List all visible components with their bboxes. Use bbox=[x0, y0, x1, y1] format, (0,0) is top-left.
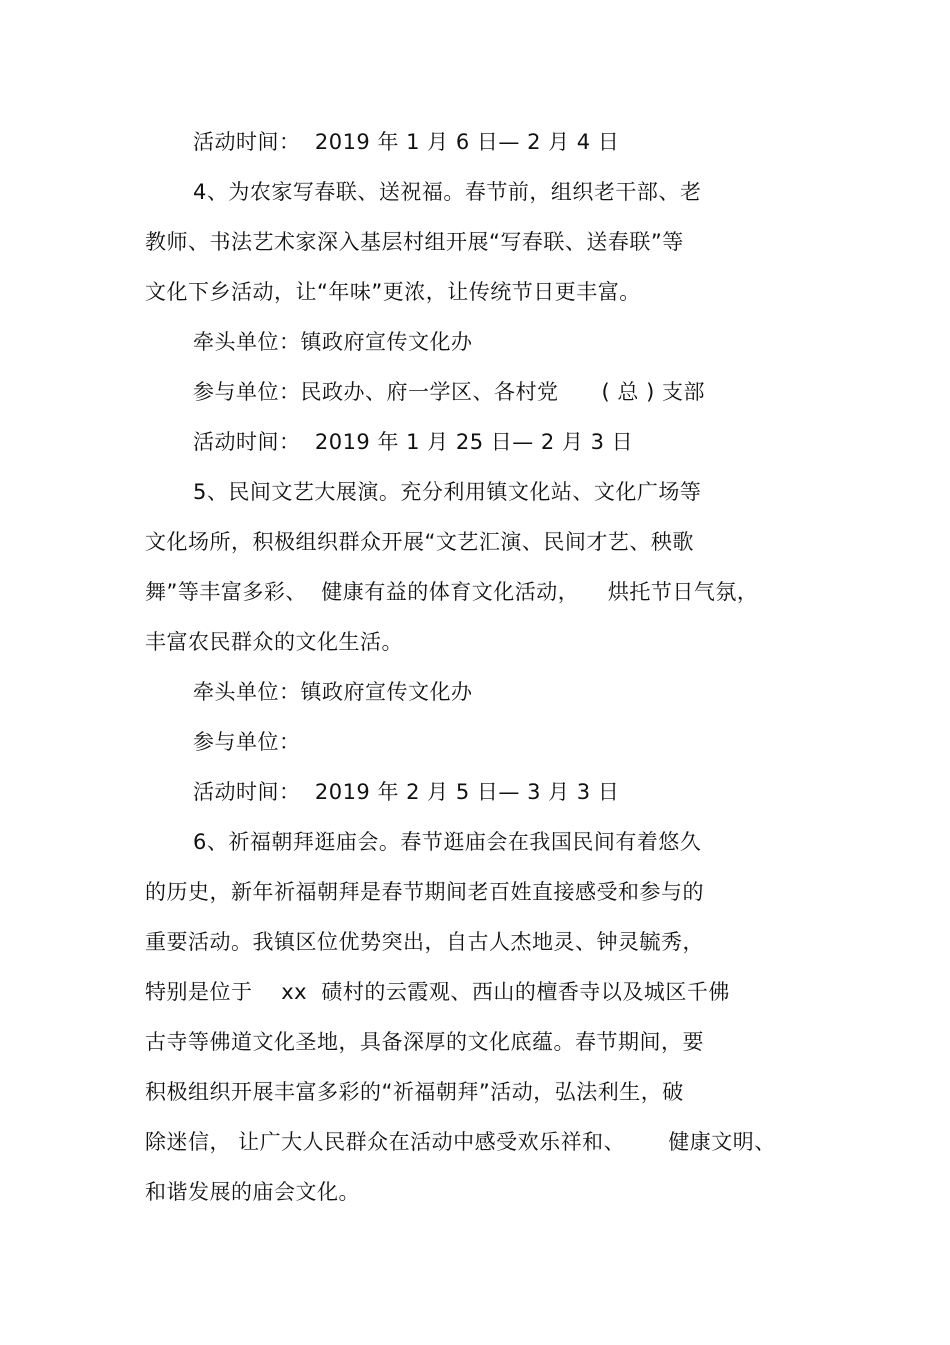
text-line-item-4-body-1: 教师、书法艺术家深入基层村组开展“写春联、送春联”等 bbox=[145, 230, 684, 254]
text-line-activity-time-2: 活动时间： 2019 年 1 月 25 日— 2 月 3 日 bbox=[193, 430, 634, 454]
text-line-item-5-heading: 5、民间文艺大展演。充分利用镇文化站、文化广场等 bbox=[193, 480, 702, 504]
text-line-participant-unit-1: 参与单位：民政办、府一学区、各村党 ( 总 ) 支部 bbox=[193, 380, 705, 404]
text-line-item-6-body-5: 积极组织开展丰富多彩的“祈福朝拜”活动，弘法利生，破 bbox=[145, 1080, 684, 1104]
text-line-participant-unit-2: 参与单位： bbox=[193, 730, 301, 754]
text-line-item-4-body-2: 文化下乡活动，让“年味”更浓，让传统节日更丰富。 bbox=[145, 280, 641, 304]
text-line-item-6-body-7: 和谐发展的庙会文化。 bbox=[145, 1180, 360, 1204]
text-line-lead-unit-1: 牵头单位：镇政府宣传文化办 bbox=[193, 330, 473, 354]
text-line-lead-unit-2: 牵头单位：镇政府宣传文化办 bbox=[193, 680, 473, 704]
text-line-item-5-body-3: 丰富农民群众的文化生活。 bbox=[145, 630, 403, 654]
text-line-item-5-body-2: 舞”等丰富多彩、 健康有益的体育文化活动， 烘托节日气氛， bbox=[145, 580, 759, 604]
text-line-item-6-body-4: 古寺等佛道文化圣地，具备深厚的文化底蕴。春节期间，要 bbox=[145, 1030, 704, 1054]
text-line-item-6-heading: 6、祈福朝拜逛庙会。春节逛庙会在我国民间有着悠久 bbox=[193, 830, 702, 854]
text-line-activity-time-3: 活动时间： 2019 年 2 月 5 日— 3 月 3 日 bbox=[193, 780, 620, 804]
text-line-activity-time-1: 活动时间： 2019 年 1 月 6 日— 2 月 4 日 bbox=[193, 130, 620, 154]
text-line-item-6-body-3: 特别是位于 xx 碛村的云霞观、西山的檀香寺以及城区千佛 bbox=[145, 980, 730, 1004]
text-line-item-6-body-6: 除迷信， 让广大人民群众在活动中感受欢乐祥和、 健康文明、 bbox=[145, 1130, 776, 1154]
text-line-item-6-body-2: 重要活动。我镇区位优势突出，自古人杰地灵、钟灵毓秀， bbox=[145, 930, 704, 954]
text-line-item-6-body-1: 的历史，新年祈福朝拜是春节期间老百姓直接感受和参与的 bbox=[145, 880, 704, 904]
text-line-item-4-heading: 4、为农家写春联、送祝福。春节前，组织老干部、老 bbox=[193, 180, 702, 204]
text-line-item-5-body-1: 文化场所，积极组织群众开展“文艺汇演、民间才艺、秧歌 bbox=[145, 530, 694, 554]
